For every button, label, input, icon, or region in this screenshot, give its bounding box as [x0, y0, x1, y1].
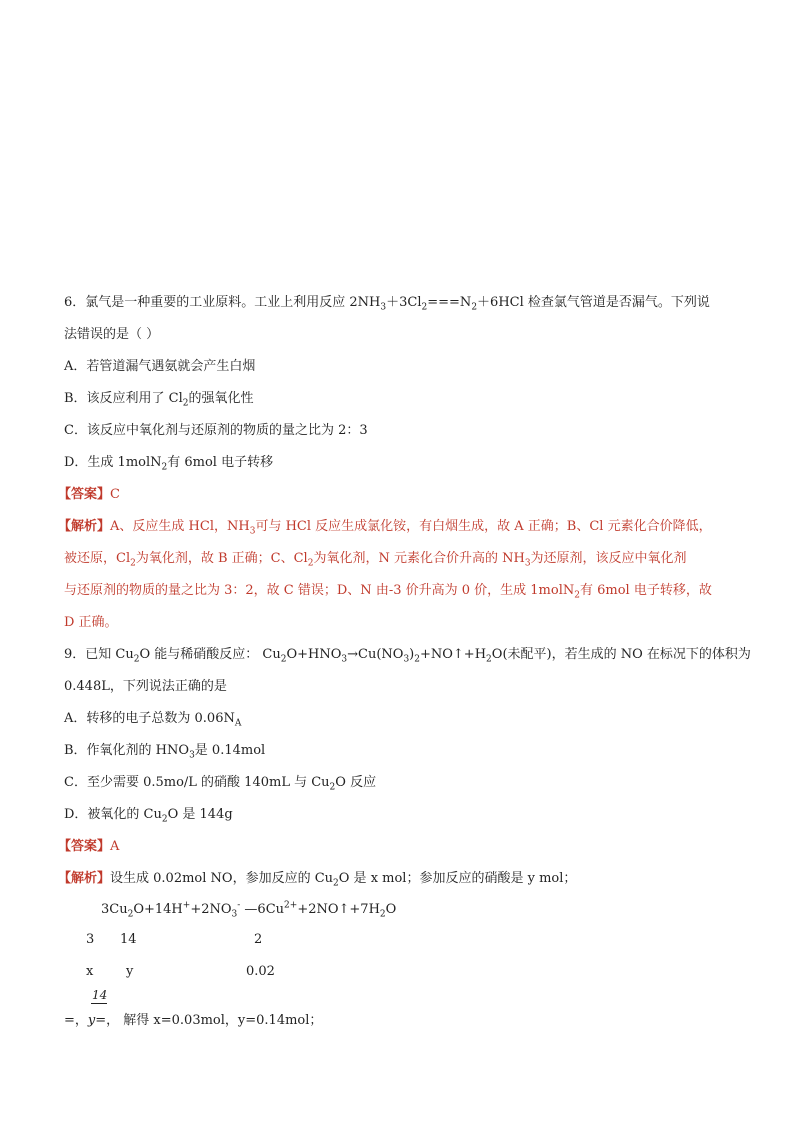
fraction-bar	[91, 1003, 107, 1004]
q6-option-b: B．该反应利用了 $Cl_2$的强氧化性	[64, 391, 254, 409]
q6-option-a: A．若管道漏气遇氨就会产生白烟	[64, 359, 256, 374]
analysis-label: 【解析】	[58, 519, 111, 534]
coef-row-2-col-3: 0.02	[246, 964, 275, 979]
answer-value: A	[110, 839, 120, 854]
q6-stem-line-2: 法错误的是（ ）	[64, 327, 160, 342]
q6-analysis-line-3: 与还原剂的物质的量之比为 3：2，故 C 错误；D、N 由-3 价升高为 0 价，生成 1molN$_2$有 6mol 电子转移，故	[64, 583, 712, 601]
answer-label: 【答案】	[58, 839, 111, 854]
q6-option-c: C．该反应中氧化剂与还原剂的物质的量之比为 2：3	[64, 423, 368, 438]
coef-row-2-col-2: y	[126, 964, 134, 979]
q9-stem-line-2: 0.448L，下列说法正确的是	[64, 679, 227, 694]
coef-row-2-col-1: x	[86, 964, 94, 979]
q9-option-a: A．转移的电子总数为 $0.06N_A$	[64, 711, 242, 729]
coef-row-1-col-1: 3	[86, 932, 95, 947]
q6-analysis-line-1: 【解析】A、反应生成 HCl，$NH_3$可与 HCl 反应生成氯化铵，有白烟生成，故 A 正确；B、Cl 元素化合价降低，	[58, 519, 712, 537]
answer-label: 【答案】	[58, 487, 111, 502]
q9-option-c: C．至少需要 0.5mo/L 的硝酸 140mL 与 $Cu_2O$ 反应	[64, 775, 377, 793]
q6-analysis-line-2: 被还原，$Cl_2$为氧化剂，故 B 正确；C、$Cl_2$为氧化剂，N 元素化合价升高的 $NH_3$为还原剂，该反应中氧化剂	[64, 551, 687, 569]
q9-answer	[58, 838, 119, 856]
q6-stem-line-1: 6．氯气是一种重要的工业原料。工业上利用反应 $2NH_3+3Cl_2===N_2+6HCl$ 检查氯气管道是否漏气。下列说	[64, 295, 710, 313]
fraction-numerator: 14	[92, 988, 108, 1002]
ionic-equation: $3Cu_2O+14H^++2NO_3^-$ $—6Cu^{2+}+2NO↑+7H_2O$	[101, 900, 397, 920]
q9-option-d: D．被氧化的 $Cu_2O$ 是 144g	[64, 807, 233, 825]
q9-analysis-line-1: 【解析】设生成 0.02mol NO，参加反应的 $Cu_2O$ 是 x mol；参加反应的硝酸是 y mol；	[58, 871, 577, 889]
coef-row-1-col-3: 2	[254, 932, 263, 947]
q9-stem-line-1: 9．已知 $Cu_2O$ 能与稀硝酸反应： $Cu_2O+HNO_3\to Cu(NO_3)_2+NO↑+H_2O$(未配平)，若生成的 NO 在标况下的体积为	[64, 647, 751, 665]
q6-answer	[58, 486, 120, 504]
q9-option-b: B．作氧化剂的 $HNO_3$是 0.14mol	[64, 743, 266, 761]
answer-value: C	[110, 487, 120, 502]
q9-solution-line: =，y=， 解得 x=0.03mol，y=0.14mol；	[64, 1013, 323, 1028]
analysis-label: 【解析】	[58, 871, 111, 886]
coef-row-1-col-2: 14	[120, 932, 137, 947]
q6-option-d: D．生成 1molN$_2$有 6mol 电子转移	[64, 455, 274, 473]
q6-analysis-line-4: D 正确。	[64, 615, 118, 630]
